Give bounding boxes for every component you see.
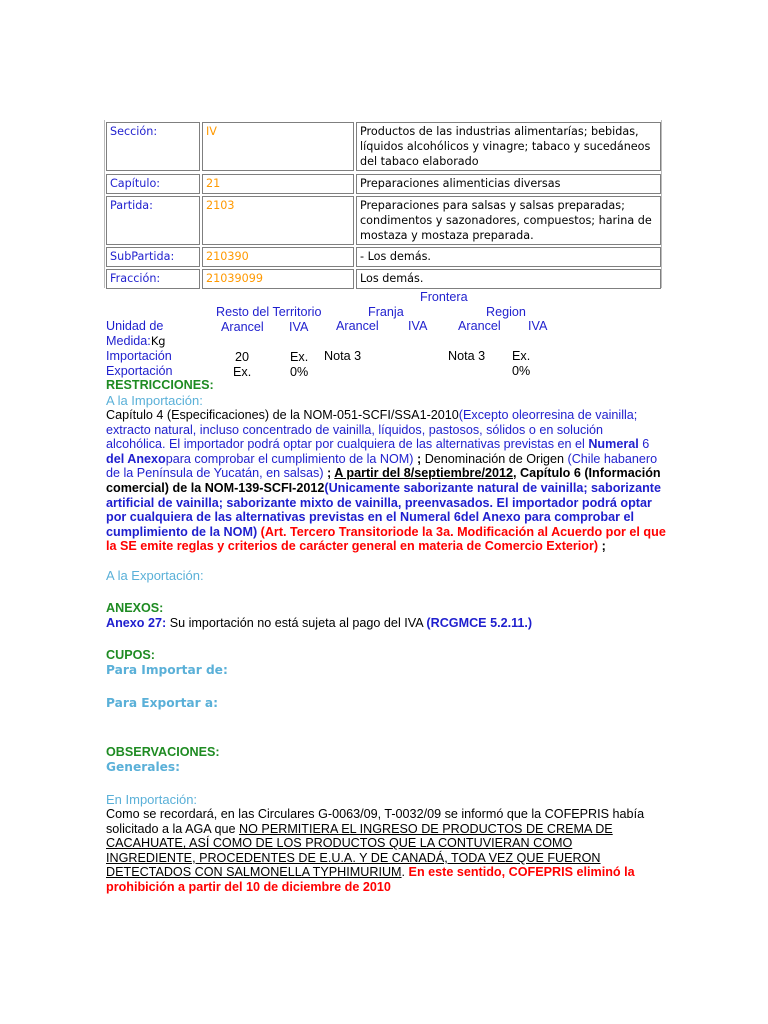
anexo-27-label: Anexo 27: (106, 616, 167, 630)
region-iva-header: IVA (528, 319, 548, 333)
restricciones-heading: RESTRICCIONES: (106, 378, 214, 392)
import-resto-iva: Ex. (290, 350, 309, 364)
medida-label: Medida: (106, 334, 151, 348)
row-description: Preparaciones alimenticias diversas (356, 174, 661, 194)
franja-header: Franja (368, 305, 404, 319)
row-description: - Los demás. (356, 247, 661, 267)
nom139-detail: (Unicamente saborizante natural de vainilla; saborizante artificial de vainilla; saborizante mixto de vainilla, preenvasados. El importador podrá optar por cualquiera de las alternativas previstas en el Numeral 6del Anexo para comprobar el cumplimiento de la NOM) (106, 480, 661, 539)
exportacion-label: Exportación (106, 364, 173, 378)
observaciones-prohibition: NO PERMITIERA EL INGRESO DE PRODUCTOS DE CREMA DE CACAHUATE, ASÍ COMO DE LOS PRODUCTOS QUE LA CONTUVIERAN COMO INGREDIENTE, PROCEDENTES DE E.U.A. Y DE CANADÁ, TODA VEZ QUE FUERON DETECTADOS CON SALMONELLA TYPHIMURIUM (106, 821, 613, 880)
resto-arancel-header: Arancel (221, 320, 264, 334)
row-code: 21 (202, 174, 354, 194)
numeral-number: 6 (638, 437, 650, 452)
separator: ; (413, 451, 425, 466)
region-header: Region (486, 305, 526, 319)
cupos-importar: Para Importar de: (106, 663, 228, 677)
frontera-header: Frontera (420, 290, 468, 304)
nom051-exception: (Excepto oleorresina de vainilla; extracto natural, incluso concentrado de vainilla, líquidos, pastosos, sólidos o en solución alcohólica. El importador podrá optar por cualquiera de las alternativas previstas en el (106, 408, 638, 452)
denominacion-detail: (Chile habanero de la Península de Yucatán, en salsas) (106, 451, 658, 481)
table-row (104, 174, 662, 194)
row-description: Preparaciones para salsas y salsas preparadas; condimentos y sazonadores, compuestos; harina de mostaza y mostaza preparada. (356, 196, 661, 245)
importacion-label: Importación (106, 349, 172, 363)
resto-header: Resto del Territorio (216, 305, 322, 319)
medida-row (106, 334, 166, 348)
table-row (104, 247, 662, 267)
transitorio-text: (Art. Tercero Transitoriode la 3a. Modificación al Acuerdo por el que la SE emite reglas y criterios de carácter general en materia de Comercio Exterior) (106, 524, 666, 554)
row-label: Partida: (106, 196, 200, 245)
anexo-text: del Anexo (106, 451, 166, 466)
nom139-text: , Capítulo 6 (Información comercial) de la NOM-139-SCFI-2012 (106, 466, 661, 495)
observaciones-importacion: En Importación: (106, 792, 198, 807)
observaciones-text (106, 807, 646, 895)
anexo-27-text: Su importación no está sujeta al pago del IVA (166, 616, 427, 630)
nom051-text: Capítulo 4 (Especificaciones) de la NOM-051-SCFI/SSA1-2010 (106, 408, 459, 422)
row-label: Fracción: (106, 269, 200, 289)
row-code: IV (202, 122, 354, 171)
separator: ; (598, 539, 606, 554)
cupos-heading: CUPOS: (106, 648, 155, 662)
anexo-27-line (106, 616, 532, 630)
observaciones-generales: Generales: (106, 760, 181, 774)
medida-value: Kg (150, 334, 166, 348)
date-condition: A partir del 8/septiembre/2012 (334, 466, 513, 481)
row-description: Los demás. (356, 269, 661, 289)
denominacion-text: Denominación de Origen (424, 451, 568, 466)
observaciones-period: . (401, 865, 409, 880)
export-resto-iva: 0% (290, 365, 309, 379)
observaciones-intro: Como se recordará, en las Circulares G-0063/09, T-0032/09 se informó que la COFEPRIS había solicitado a la AGA que (106, 807, 645, 836)
franja-iva-header: IVA (408, 319, 428, 333)
row-code: 21039099 (202, 269, 354, 289)
table-row (104, 122, 662, 171)
observaciones-heading: OBSERVACIONES: (106, 745, 220, 759)
export-resto-arancel: Ex. (233, 365, 252, 379)
row-label: Capítulo: (106, 174, 200, 194)
row-label: Sección: (106, 122, 200, 171)
import-region-iva: Ex. (512, 349, 531, 363)
resto-iva-header: IVA (289, 320, 309, 334)
import-franja-value: Nota 3 (324, 349, 362, 363)
numeral-text: Numeral (588, 437, 639, 452)
anexo-27-ref: (RCGMCE 5.2.11.) (426, 616, 533, 630)
nom-compliance-text: para comprobar el cumplimiento de la NOM) (165, 451, 414, 466)
anexos-heading: ANEXOS: (106, 601, 164, 615)
export-region-iva: 0% (512, 364, 531, 378)
export-restrictions-heading: A la Exportación: (106, 568, 204, 583)
unidad-label: Unidad de (106, 319, 164, 333)
import-restrictions-heading: A la Importación: (106, 393, 203, 408)
row-description: Productos de las industrias alimentarías; bebidas, líquidos alcohólicos y vinagre; tabaco y sucedáneos del tabaco elaborado (356, 122, 661, 171)
observaciones-conclusion: En este sentido, COFEPRIS eliminó la prohibición a partir del 10 de diciembre de 2010 (106, 865, 635, 894)
cupos-exportar: Para Exportar a: (106, 696, 219, 710)
row-code: 2103 (202, 196, 354, 245)
row-label: SubPartida: (106, 247, 200, 267)
franja-arancel-header: Arancel (336, 319, 379, 333)
separator: ; (323, 466, 335, 481)
region-arancel-header: Arancel (458, 319, 501, 333)
table-row (104, 269, 662, 289)
import-resto-arancel: 20 (235, 350, 250, 364)
import-region-value: Nota 3 (448, 349, 486, 363)
import-restrictions-text (106, 408, 666, 554)
table-row (104, 196, 662, 245)
row-code: 210390 (202, 247, 354, 267)
